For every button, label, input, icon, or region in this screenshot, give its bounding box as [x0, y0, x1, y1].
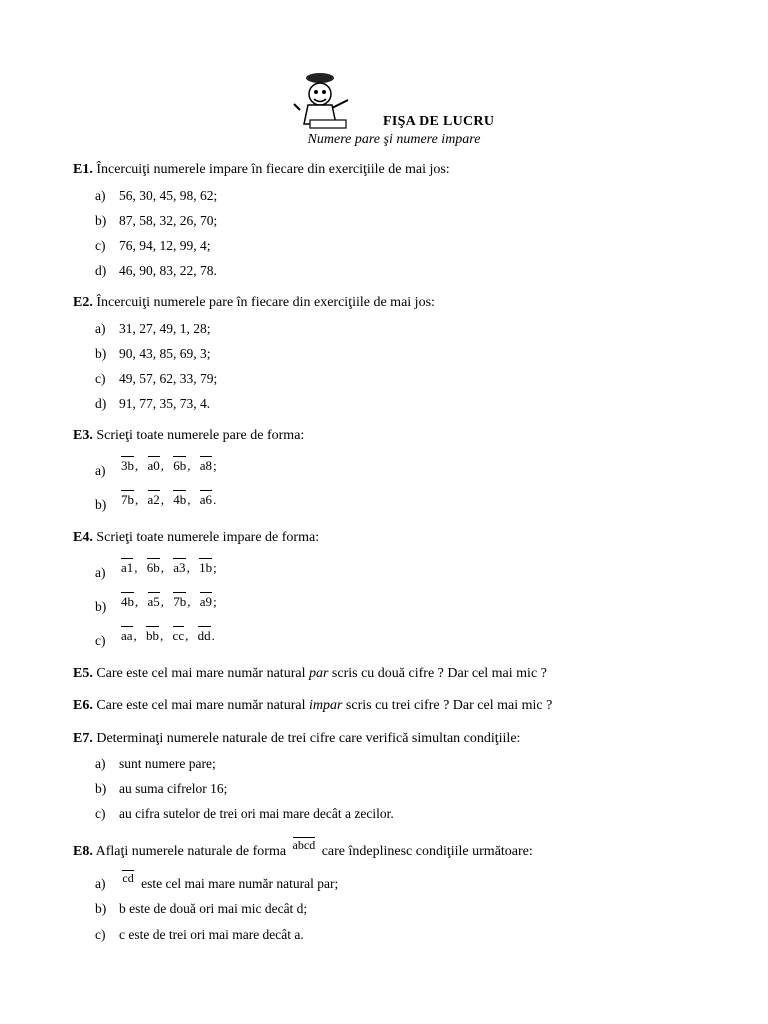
exercise-number: E3.	[73, 428, 93, 443]
list-item: b) au suma cifrelor 16;	[95, 781, 228, 796]
exercise-e4	[73, 530, 319, 546]
exercise-e5: E5. Care este cel mai mare număr natural par scris cu două cifre ? Dar cel mai mic ?	[73, 666, 547, 681]
exercise-number: E4.	[73, 530, 93, 545]
overline-term: a9	[199, 594, 213, 609]
list-item-label: b)	[95, 599, 107, 614]
list-item: b) 87, 58, 32, 26, 70;	[95, 213, 218, 228]
exercise-e7	[73, 731, 520, 747]
exercise-number: E7.	[73, 731, 93, 746]
overline-term: cd	[122, 871, 134, 885]
list-item-label: c)	[95, 633, 106, 648]
exercise-e8: E8. Aflaţi numerele naturale de forma abcd care îndeplinesc condiţiile următoare:	[73, 838, 533, 859]
overline-term: 6b	[146, 560, 160, 575]
emphasis-word: impar	[308, 698, 343, 713]
overline-term: dd	[197, 628, 211, 643]
list-item: a) 31, 27, 49, 1, 28;	[95, 321, 211, 336]
overline-term: aa	[121, 628, 133, 643]
exercise-number: E6.	[73, 698, 93, 713]
list-item: b) 90, 43, 85, 69, 3;	[95, 346, 211, 361]
exercise-number: E8.	[73, 844, 93, 859]
exercise-text: Scrieţi toate numerele pare de forma:	[96, 428, 305, 443]
overline-terms-row: a1, 6b, a3, 1b;	[121, 560, 217, 575]
list-item: d) 91, 77, 35, 73, 4.	[95, 396, 211, 411]
list-item: c) c este de trei ori mai mare decât a.	[95, 927, 304, 942]
exercise-number: E5.	[73, 666, 93, 681]
list-item: c) 76, 94, 12, 99, 4;	[95, 238, 211, 253]
overline-term: bb	[146, 628, 160, 643]
overline-term: a6	[199, 492, 213, 507]
exercise-text: Încercuiţi numerele impare în fiecare din exerciţiile de mai jos:	[96, 162, 450, 177]
overline-term: 7b	[173, 594, 187, 609]
cartoon-logo-icon	[290, 70, 354, 132]
overline-term: cc	[172, 628, 185, 643]
overline-term: a5	[147, 594, 160, 609]
list-item: d) 46, 90, 83, 22, 78.	[95, 263, 217, 278]
page-subtitle: Numere pare şi numere impare	[307, 132, 481, 147]
overline-term: a1	[121, 560, 134, 575]
overline-term: 1b	[199, 560, 213, 575]
overline-term: 6b	[173, 458, 187, 473]
list-item: b) b este de două ori mai mic decât d;	[95, 901, 308, 916]
exercise-text: Încercuiţi numerele pare în fiecare din exerciţiile de mai jos:	[96, 295, 435, 310]
page-title: FIŞA DE LUCRU	[383, 114, 495, 129]
worksheet-header	[0, 66, 768, 150]
list-item-label: a)	[95, 565, 106, 580]
list-item-label: a)	[95, 463, 106, 478]
exercise-text: Determinaţi numerele naturale de trei cifre care verifică simultan condiţiile:	[96, 731, 521, 746]
overline-terms-row: 7b, a2, 4b, a6.	[121, 492, 217, 507]
exercise-number: E2.	[73, 295, 93, 310]
overline-term: a0	[147, 458, 160, 473]
list-item: a) cd este cel mai mare număr natural par;	[95, 871, 339, 891]
exercise-e1	[73, 162, 450, 178]
list-item: a) 56, 30, 45, 98, 62;	[95, 188, 218, 203]
overline-term: 3b	[121, 458, 134, 473]
exercise-e3	[73, 428, 304, 444]
exercise-number: E1.	[73, 162, 93, 177]
overline-term: abcd	[292, 838, 316, 852]
overline-terms-row: 4b, a5, 7b, a9;	[121, 594, 217, 609]
list-item: c) au cifra sutelor de trei ori mai mare decât a zecilor.	[95, 806, 394, 821]
overline-terms-row: 3b, a0, 6b, a8;	[121, 458, 217, 473]
overline-term: a8	[199, 458, 213, 473]
list-item-label: b)	[95, 497, 107, 512]
overline-term: a2	[147, 492, 160, 507]
exercise-e2	[73, 295, 435, 311]
list-item: a) sunt numere pare;	[95, 756, 216, 771]
overline-term: a3	[173, 560, 186, 575]
overline-term: 7b	[121, 492, 134, 507]
overline-term: 4b	[173, 492, 187, 507]
emphasis-word: par	[308, 666, 329, 681]
exercise-text: Scrieţi toate numerele impare de forma:	[96, 530, 320, 545]
overline-term: 4b	[121, 594, 134, 609]
overline-terms-row: aa, bb, cc, dd.	[121, 628, 215, 643]
exercise-e6: E6. Care este cel mai mare număr natural impar scris cu trei cifre ? Dar cel mai mic ?	[73, 698, 553, 713]
list-item: c) 49, 57, 62, 33, 79;	[95, 371, 218, 386]
